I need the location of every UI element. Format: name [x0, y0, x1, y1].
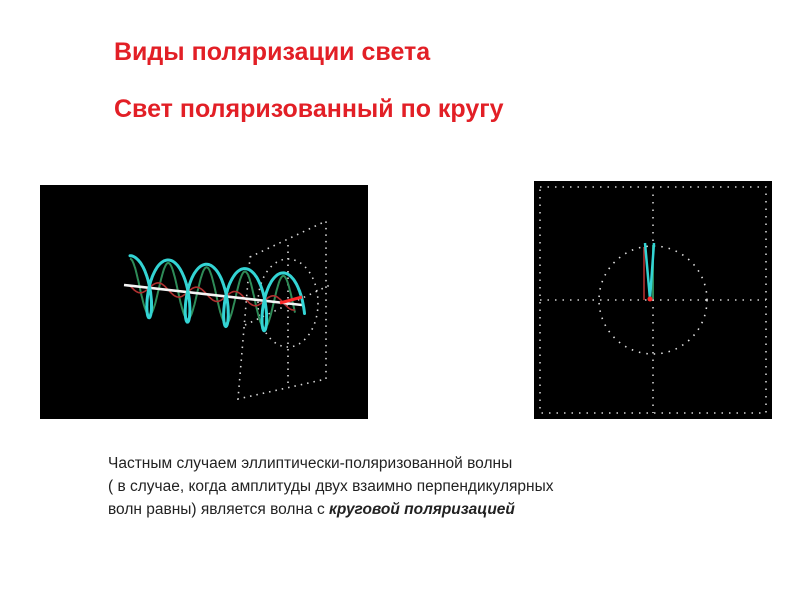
caption-emphasis: круговой поляризацией — [329, 501, 515, 518]
caption-text — [108, 452, 708, 521]
end-view-vector-tip — [648, 297, 653, 302]
slide-subtitle: Свет поляризованный по кругу — [114, 95, 504, 123]
caption-line-2: ( в случае, когда амплитуды двух взаимно перпендикулярных — [108, 478, 554, 495]
end-view-panel — [534, 181, 772, 419]
helix-curve — [130, 256, 305, 331]
projection-plane — [238, 221, 326, 399]
circular-polarization-end-view — [534, 181, 772, 419]
helix-animation-panel — [40, 185, 368, 419]
circular-polarization-helix — [40, 185, 368, 419]
caption-line-1: Частным случаем эллиптически-поляризованной волны — [108, 455, 513, 472]
slide-title: Виды поляризации света — [114, 38, 431, 66]
caption-line-3-text: волн равны) является волна с — [108, 501, 330, 518]
caption-line-3 — [108, 498, 708, 521]
